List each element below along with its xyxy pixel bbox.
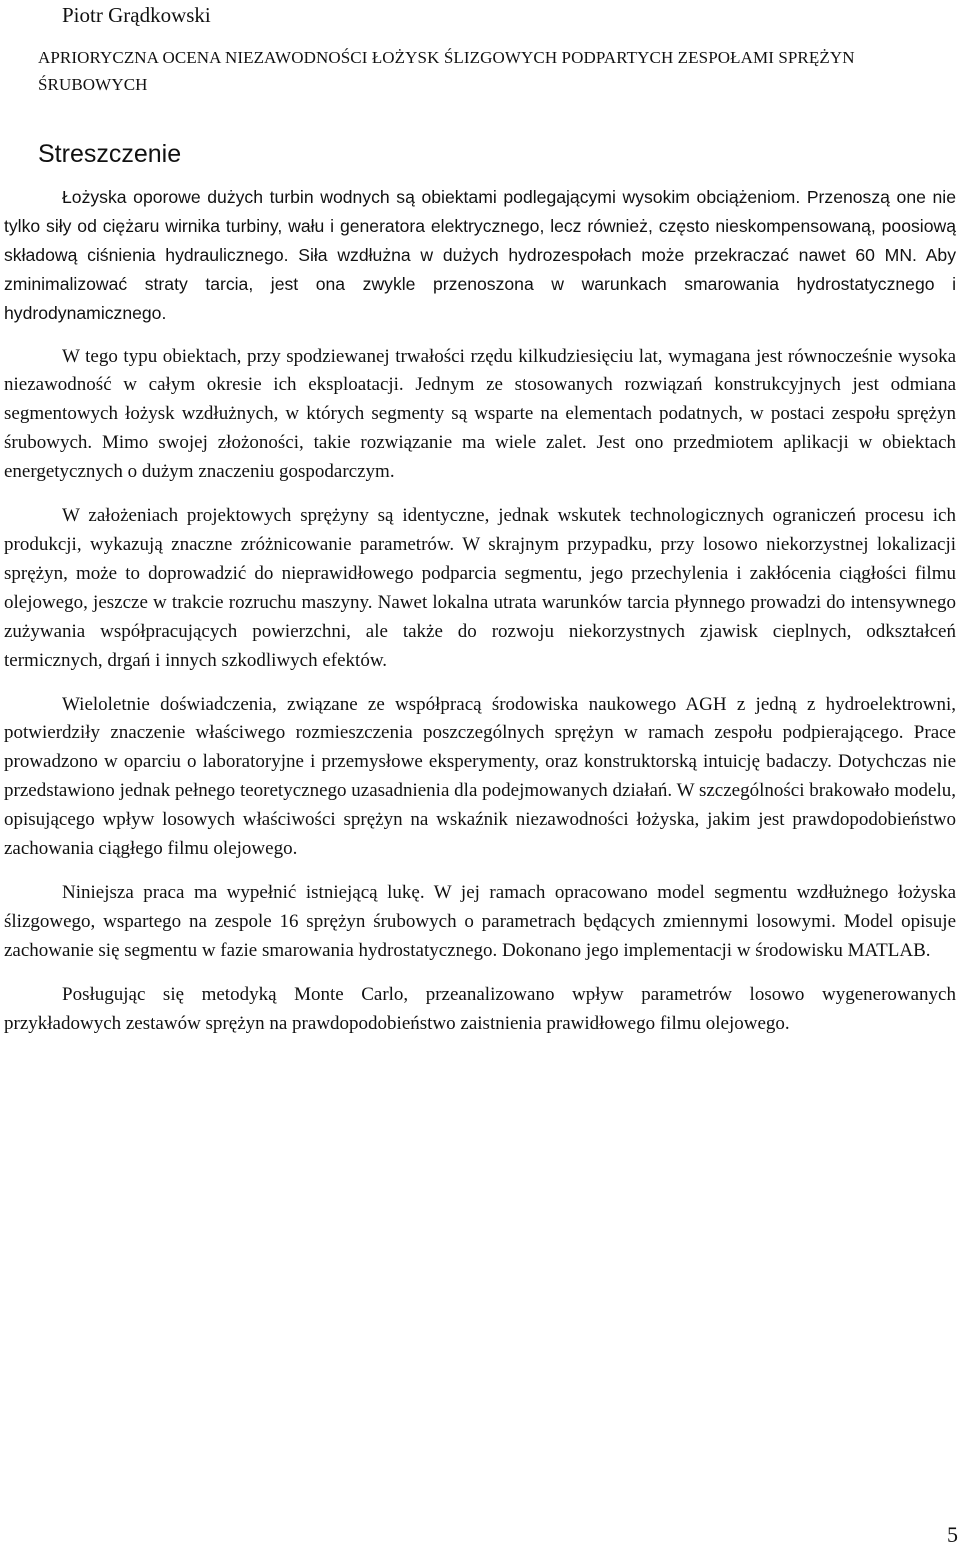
author-name: Piotr Grądkowski [62, 3, 211, 27]
abstract-paragraph-5: Niniejsza praca ma wypełnić istniejącą lukę. W jej ramach opracowano model segmentu wzdłużnego łożyska ślizgowego, wspartego na zespole 16 sprężyn śrubowych o parametrach będących zmiennymi losowymi. Model opisuje zachowanie się segmentu w fazie smarowania hydrostatycznego. Dokonano jego implementacji w środowisku MATLAB. [4, 881, 956, 961]
section-heading: Streszczenie [38, 140, 182, 168]
abstract-paragraph-6: Posługując się metodyką Monte Carlo, przeanalizowano wpływ parametrów losowo wygenerowanych przykładowych zestawów sprężyn na prawdopodobieństwo zaistnienia prawidłowego filmu olejowego. [4, 983, 956, 1034]
page-number: 5 [947, 1522, 958, 1547]
abstract-body [4, 183, 956, 1038]
abstract-paragraph-4: Wieloletnie doświadczenia, związane ze współpracą środowiska naukowego AGH z jedną z hydroelektrowni, potwierdziły znaczenie właściwego rozmieszczenia poszczególnych sprężyn w ramach zespołu podpierającego. Prace prowadzono w oparciu o laboratoryjne i przemysłowe eksperymenty, oraz konstruktorską intuicję badaczy. Dotychczas nie przedstawiono jednak pełnego teoretycznego uzasadnienia dla podejmowanych działań. W szczególności brakowało modelu, opisującego wpływ losowych właściwości sprężyn na wskaźnik niezawodności łożyska, jakim jest prawdopodobieństwo zachowania ciągłego filmu olejowego. [4, 693, 956, 860]
document-title: APRIORYCZNA OCENA NIEZAWODNOŚCI ŁOŻYSK ŚLIZGOWYCH PODPARTYCH ZESPOŁAMI SPRĘŻYN ŚRUBOWYCH [38, 48, 855, 94]
abstract-paragraph-3: W założeniach projektowych sprężyny są identyczne, jednak wskutek technologicznych ograniczeń procesu ich produkcji, wykazują znaczne zróżnicowanie parametrów. W skrajnym przypadku, przy losowo niekorzystnej lokalizacji sprężyn, może to doprowadzić do nieprawidłowego podparcia segmentu, jego przechylenia i zakłócenia ciągłości filmu olejowego, jeszcze w trakcie rozruchu maszyny. Nawet lokalna utrata warunków tarcia płynnego prowadzi do intensywnego zużywania współpracujących powierzchni, ale także do rozwoju niekorzystnych zjawisk cieplnych, odkształceń termicznych, drgań i innych szkodliwych efektów. [4, 505, 956, 671]
abstract-paragraph-1: Łożyska oporowe dużych turbin wodnych są obiektami podlegającymi wysokim obciążeniom. Przenoszą one nie tylko siły od ciężaru wirnika turbiny, wału i generatora elektrycznego, lecz również, często nieskompensowaną, poosiową składową ciśnienia hydraulicznego. Siła wzdłużna w dużych hydrozespołach może przekraczać nawet 60 MN. Aby zminimalizować straty tarcia, jest ona zwykle przenoszona w warunkach smarowania hydrostatycznego i hydrodynamicznego. [4, 187, 956, 323]
abstract-paragraph-2: W tego typu obiektach, przy spodziewanej trwałości rzędu kilkudziesięciu lat, wymagana jest równocześnie wysoka niezawodność w całym okresie ich eksploatacji. Jednym ze stosowanych rozwiązań konstrukcyjnych jest odmiana segmentowych łożysk wzdłużnych, w których segmenty są wsparte na elementach podatnych, w postaci zespołu sprężyn śrubowych. Mimo swojej złożoności, takie rozwiązanie ma wiele zalet. Jest ono przedmiotem aplikacji w obiektach energetycznych o dużym znaczeniu gospodarczym. [4, 345, 956, 483]
